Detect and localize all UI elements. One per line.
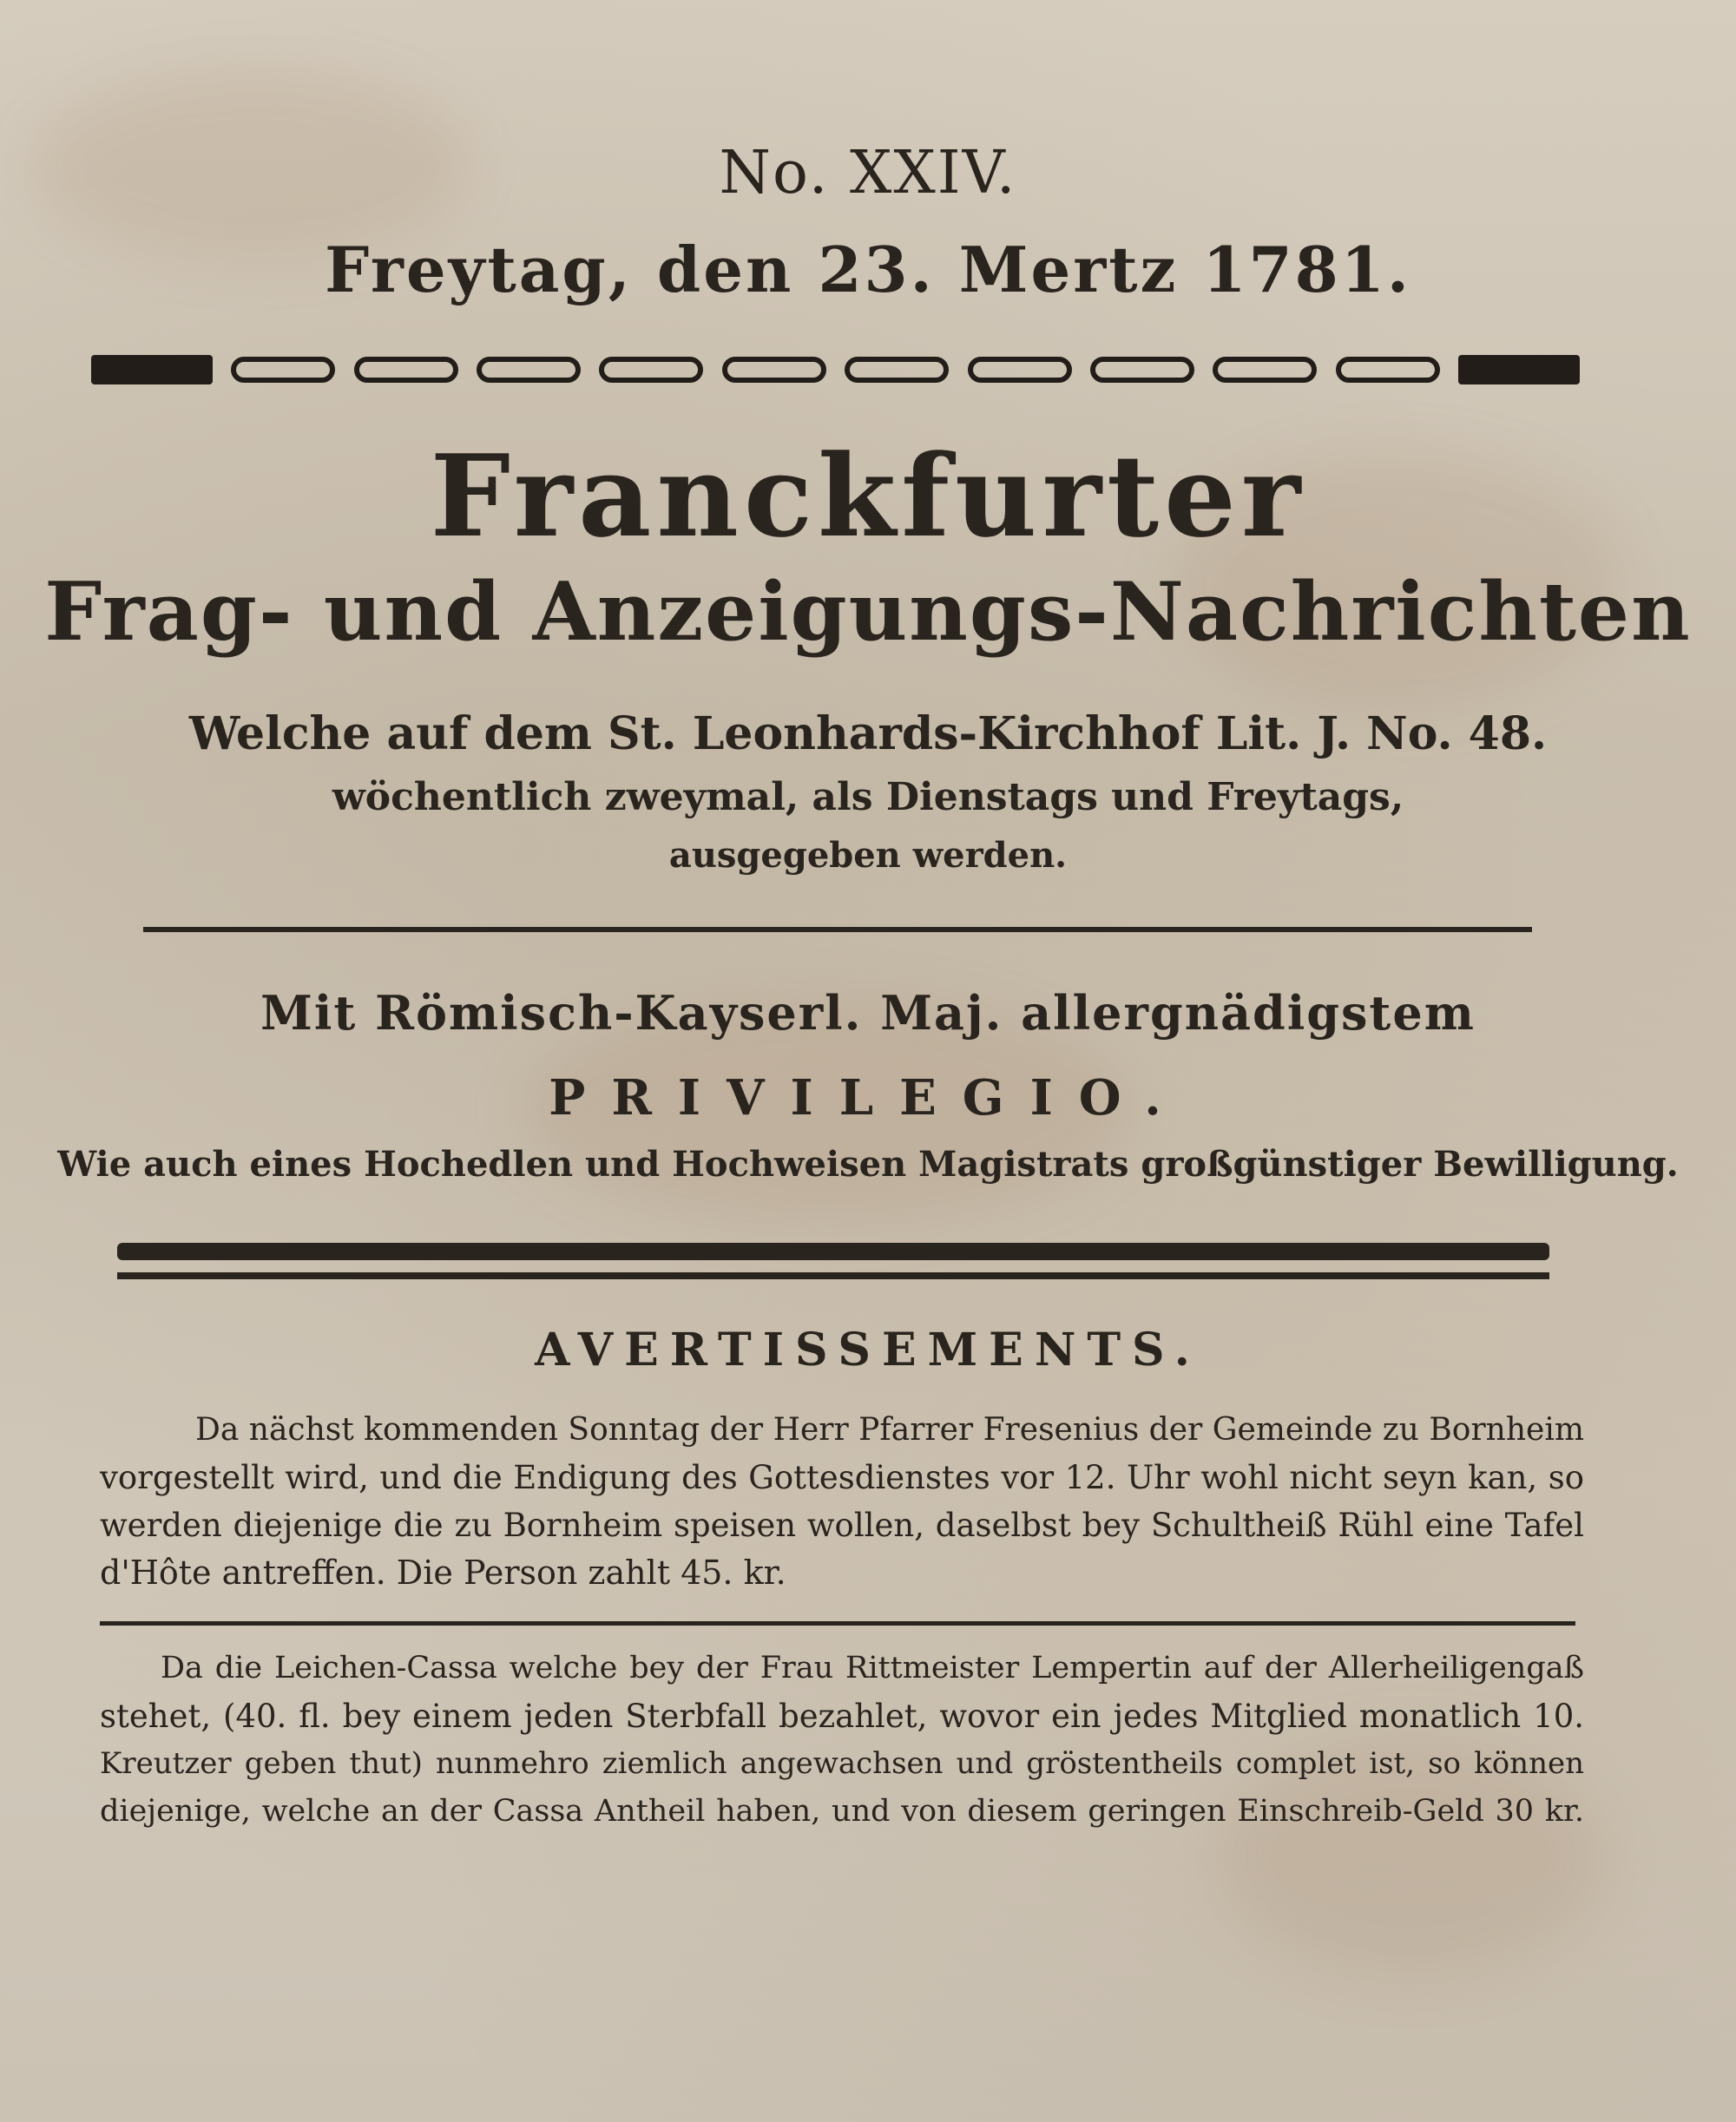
notice-leichen-cassa <box>100 1645 1584 1836</box>
notice-line: werden diejenige die zu Bornheim speisen wollen, daselbst bey Schultheiß Rühl eine Tafel <box>100 1507 1584 1544</box>
section-heading: AVERTISSEMENTS. <box>535 1324 1201 1376</box>
newspaper-title-line2: Frag- und Anzeigungs-Nachrichten <box>44 564 1692 659</box>
notice-line: Da nächst kommenden Sonntag der Herr Pfarrer Fresenius der Gemeinde zu Bornheim <box>195 1412 1584 1448</box>
notice-divider <box>100 1621 1575 1626</box>
notice-line: vorgestellt wird, und die Endigung des Gottesdienstes vor 12. Uhr wohl nicht seyn kan, so <box>100 1459 1584 1496</box>
publication-note: ausgegeben werden. <box>668 835 1068 876</box>
double-rule-bottom <box>117 1272 1549 1279</box>
publisher-address: Welche auf dem St. Leonhards-Kirchhof Lit. J. No. 48. <box>188 707 1548 760</box>
notice-line: stehet, (40. fl. bey einem jeden Sterbfall bezahlet, wovor ein jedes Mitglied monatlich 10. <box>100 1698 1584 1735</box>
magistrate-approval: Wie auch eines Hochedlen und Hochweisen Magistrats großgünstiger Bewilligung. <box>57 1144 1679 1185</box>
privilege-line: Mit Römisch-Kayserl. Maj. allergnädigstem <box>260 985 1476 1041</box>
notice-line: d'Hôte antreffen. Die Person zahlt 45. kr. <box>100 1554 786 1592</box>
notice-line: Kreutzer geben thut) nunmehro ziemlich angewachsen und gröstentheils complet ist, so können <box>100 1746 1584 1781</box>
divider-rule <box>143 927 1532 932</box>
privilege-title: PRIVILEGIO. <box>549 1069 1187 1127</box>
newspaper-title-line1: Franckfurter <box>430 430 1306 562</box>
notice-line: Da die Leichen-Cassa welche bey der Frau Rittmeister Lempertin auf der Allerheiligengaß <box>161 1651 1584 1685</box>
issue-date: Freytag, den 23. Mertz 1781. <box>325 233 1411 306</box>
ornamental-rule <box>91 351 1580 388</box>
notice-bornheim <box>100 1406 1584 1597</box>
issue-number: No. XXIV. <box>719 139 1017 207</box>
notice-line: diejenige, welche an der Cassa Antheil haben, und von diesem geringen Einschreib-Geld 30 kr. <box>100 1794 1584 1829</box>
publication-schedule: wöchentlich zweymal, als Dienstags und Freytags, <box>332 775 1404 819</box>
double-rule-top <box>117 1243 1549 1260</box>
